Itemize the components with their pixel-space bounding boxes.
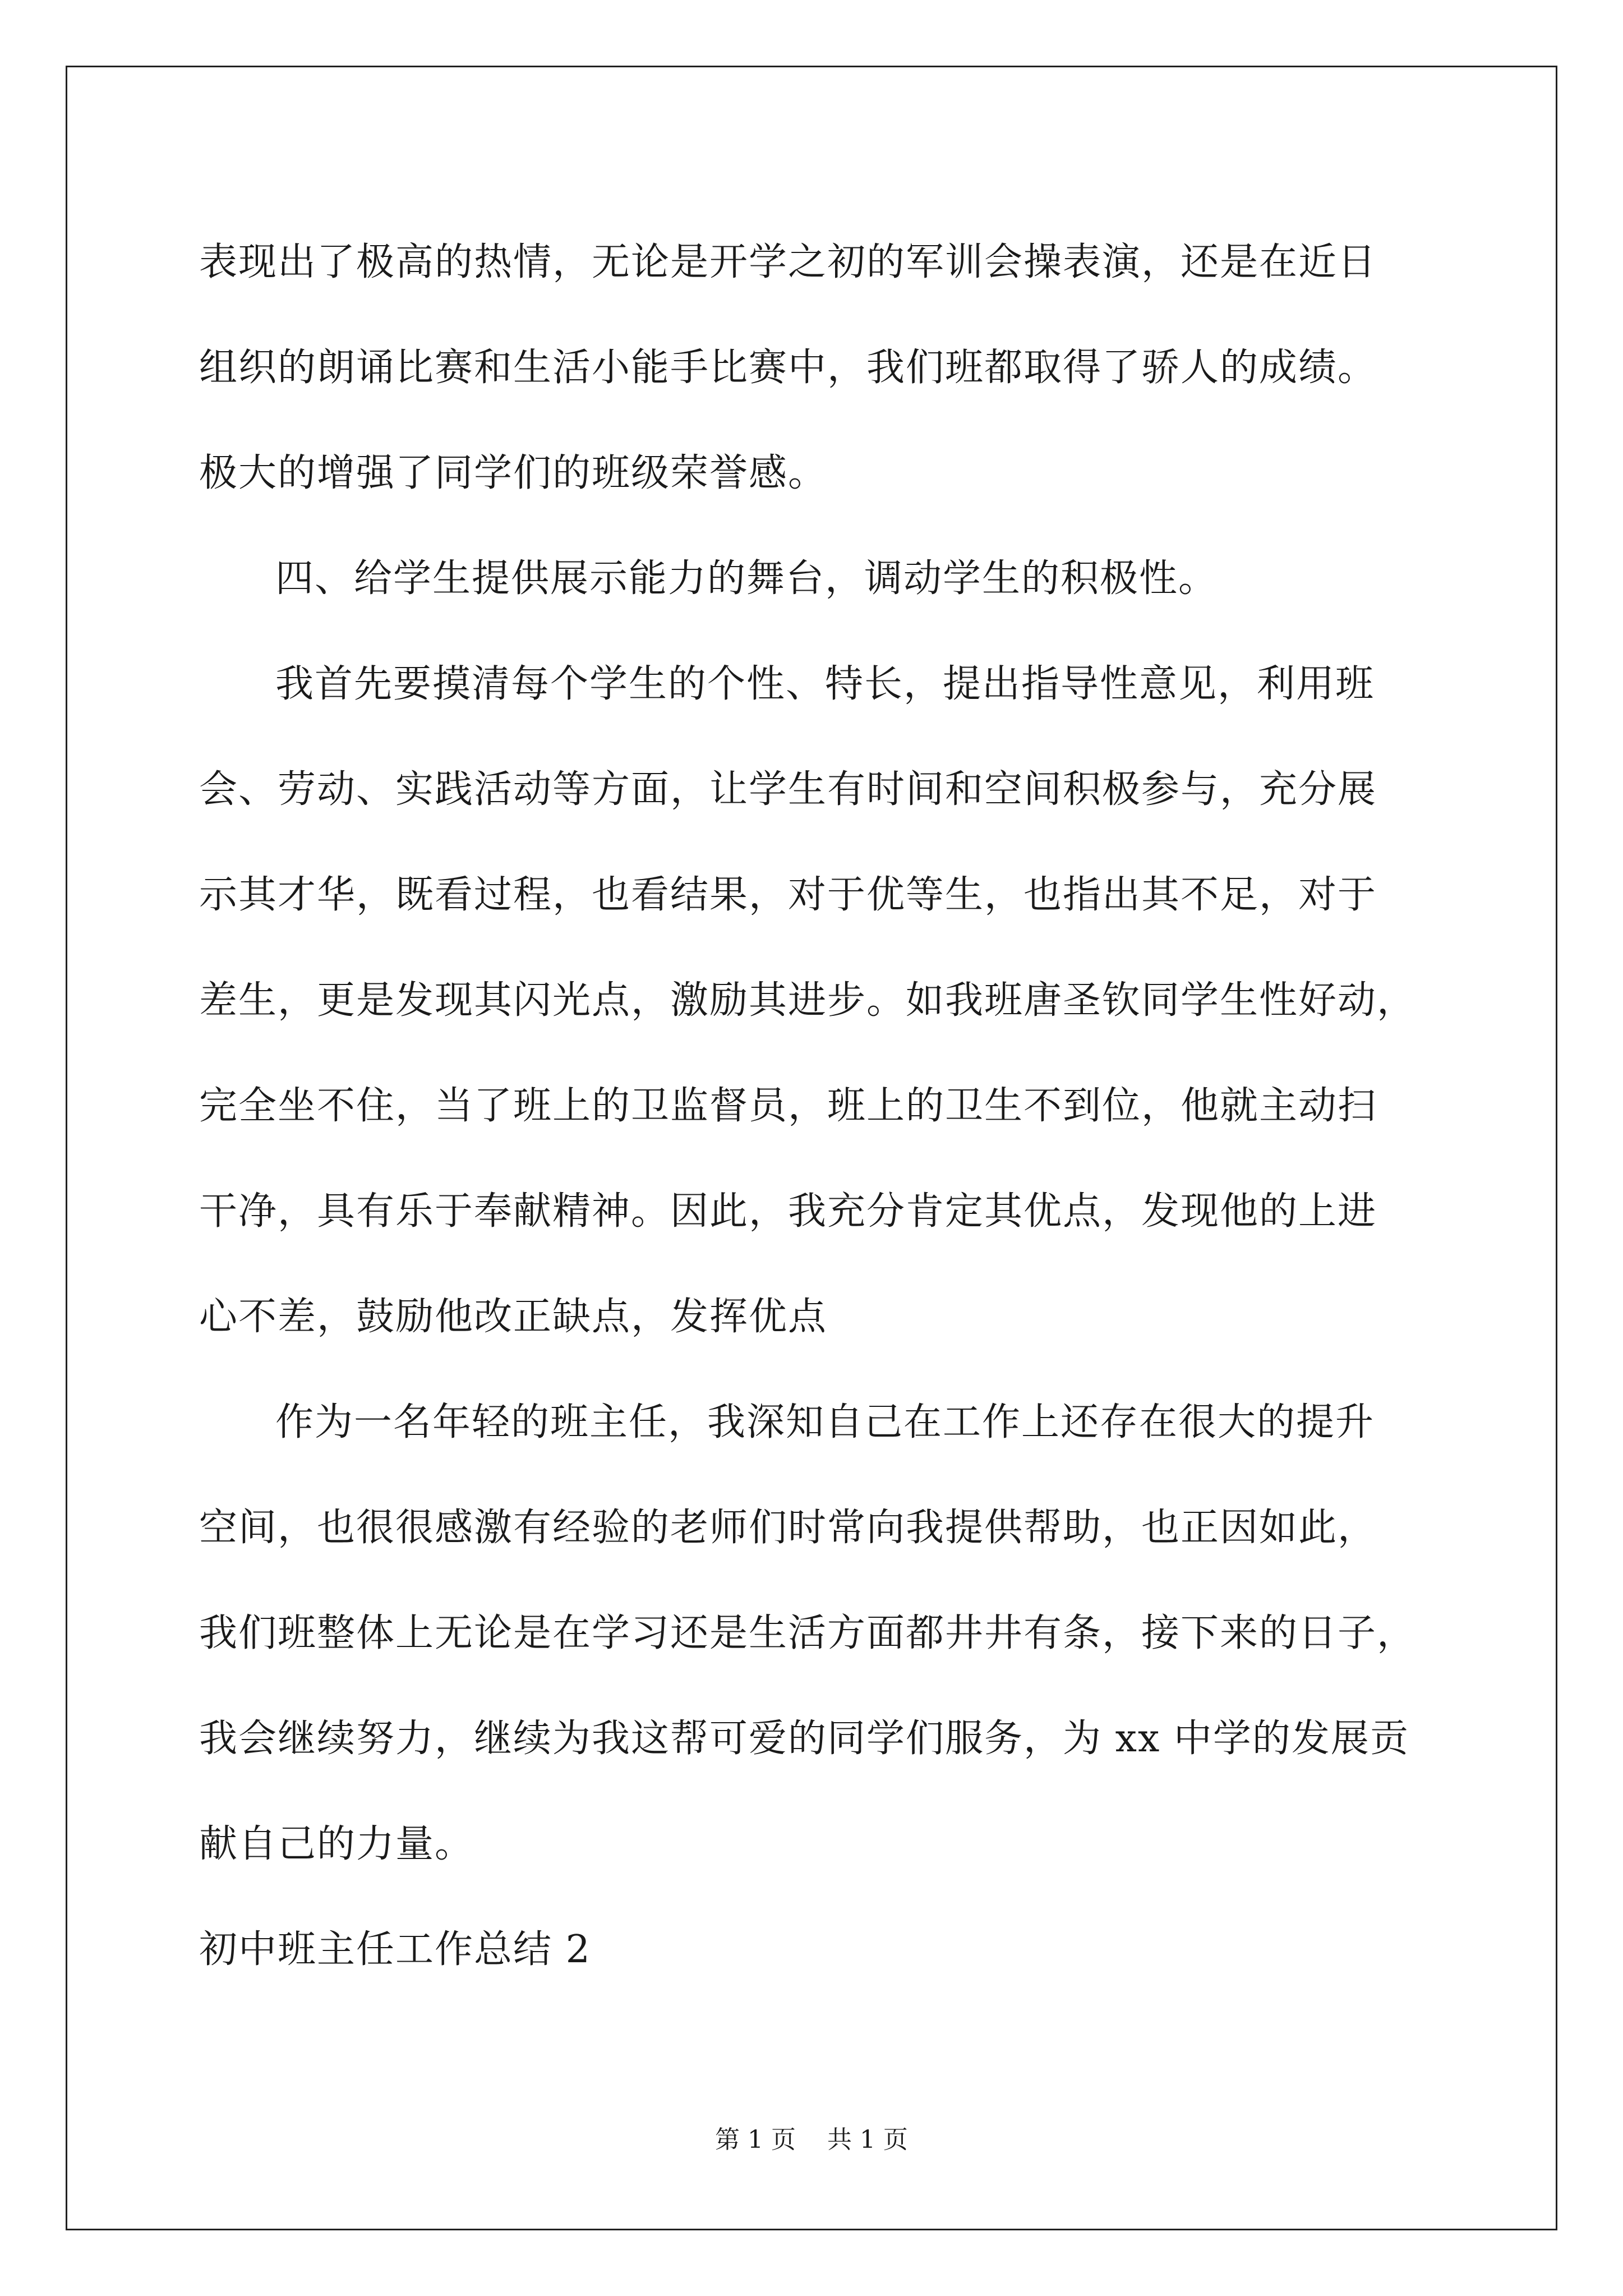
paragraph-1-line-3: 极大的增强了同学们的班级荣誉感。 [199,451,828,495]
section-heading-4: 四、给学生提供展示能力的舞台，调动学生的积极性。 [275,556,1218,601]
paragraph-3-line-4: 我会继续努力，继续为我这帮可爱的同学们服务，为 xx 中学的发展贡 [199,1717,1409,1761]
page-footer: 第 1 页 共 1 页 [715,2125,908,2154]
paragraph-2-line-5: 完全坐不住，当了班上的卫监督员，班上的卫生不到位，他就主动扫 [199,1084,1377,1128]
paragraph-2-line-6: 干净，具有乐于奉献精神。因此，我充分肯定其优点，发现他的上进 [199,1189,1377,1234]
document-body [199,210,1438,2003]
paragraph-2-line-4: 差生，更是发现其闪光点，激励其进步。如我班唐圣钦同学生性好动， [199,978,1417,1023]
paragraph-2-line-1: 我首先要摸清每个学生的个性、特长，提出指导性意见，利用班 [275,662,1375,706]
section-title: 初中班主任工作总结 2 [199,1927,591,1972]
paragraph-1-line-2: 组织的朗诵比赛和生活小能手比赛中，我们班都取得了骄人的成绩。 [199,346,1377,390]
paragraph-3-line-3: 我们班整体上无论是在学习还是生活方面都井井有条，接下来的日子， [199,1611,1417,1655]
paragraph-1-line-1: 表现出了极高的热情，无论是开学之初的军训会操表演，还是在近日 [199,240,1377,284]
paragraph-2-line-3: 示其才华，既看过程，也看结果，对于优等生，也指出其不足，对于 [199,873,1377,917]
paragraph-3-line-2: 空间，也很很感激有经验的老师们时常向我提供帮助，也正因如此， [199,1506,1377,1550]
paragraph-3-line-1: 作为一名年轻的班主任，我深知自己在工作上还存在很大的提升 [275,1400,1375,1444]
paragraph-2-line-7: 心不差，鼓励他改正缺点，发挥优点 [199,1295,828,1339]
paragraph-3-line-5: 献自己的力量。 [199,1822,474,1866]
paragraph-2-line-2: 会、劳动、实践活动等方面，让学生有时间和空间积极参与，充分展 [199,767,1377,812]
